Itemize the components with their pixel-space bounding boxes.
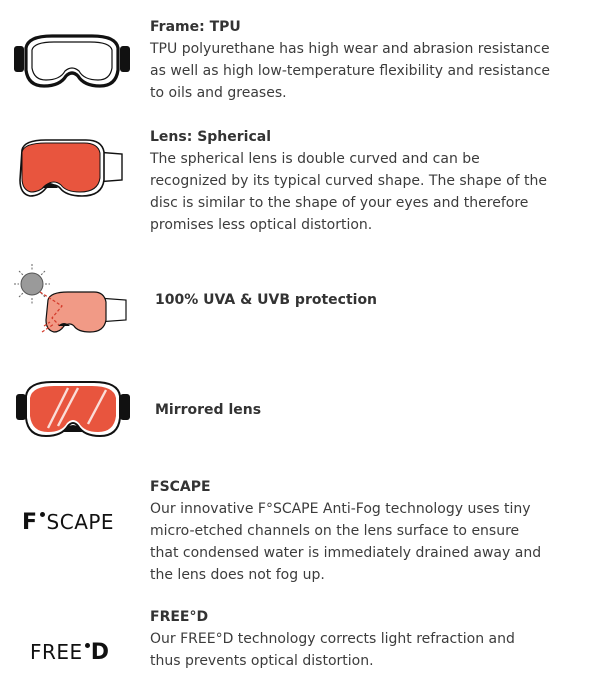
freed-logo [30, 640, 109, 665]
feature-line: micro-etched channels on the lens surface to ensure [150, 523, 520, 539]
feature-title: FSCAPE [150, 479, 211, 495]
feature-line: promises less optical distortion. [150, 217, 373, 233]
goggle-outline-icon [12, 30, 137, 94]
freed-logo-free: FREE [30, 640, 83, 664]
degree-dot-icon [40, 512, 45, 517]
fscape-logo-scape: SCAPE [46, 510, 115, 534]
feature-line: Our innovative F°SCAPE Anti-Fog technology uses tiny [150, 501, 531, 517]
feature-title: FREE°D [150, 609, 209, 625]
feature-line: Our FREE°D technology corrects light refraction and [150, 631, 515, 647]
feature-title: Mirrored lens [155, 402, 262, 418]
sun-uv-goggle-icon [14, 262, 139, 338]
feature-line: that condensed water is immediately drained away and [150, 545, 542, 561]
fscape-logo-f: F [22, 510, 38, 535]
feature-line: to oils and greases. [150, 85, 287, 101]
degree-dot-icon [85, 643, 90, 648]
fscape-logo [22, 509, 114, 536]
feature-title: 100% UVA & UVB protection [155, 292, 378, 308]
mirrored-goggle-icon [14, 378, 139, 444]
feature-line: TPU polyurethane has high wear and abrasion resistance [150, 41, 550, 57]
feature-line: disc is similar to the shape of your eyes and therefore [150, 195, 529, 211]
feature-line: thus prevents optical distortion. [150, 653, 374, 669]
feature-line: recognized by its typical curved shape. The shape of the [150, 173, 547, 189]
feature-line: the lens does not fog up. [150, 567, 325, 583]
feature-line: as well as high low-temperature flexibility and resistance [150, 63, 551, 79]
feature-line: The spherical lens is double curved and can be [150, 151, 480, 167]
feature-title: Lens: Spherical [150, 129, 272, 145]
spherical-lens-goggle-icon [16, 138, 141, 200]
feature-title: Frame: TPU [150, 19, 241, 35]
freed-logo-d: D [90, 640, 110, 665]
